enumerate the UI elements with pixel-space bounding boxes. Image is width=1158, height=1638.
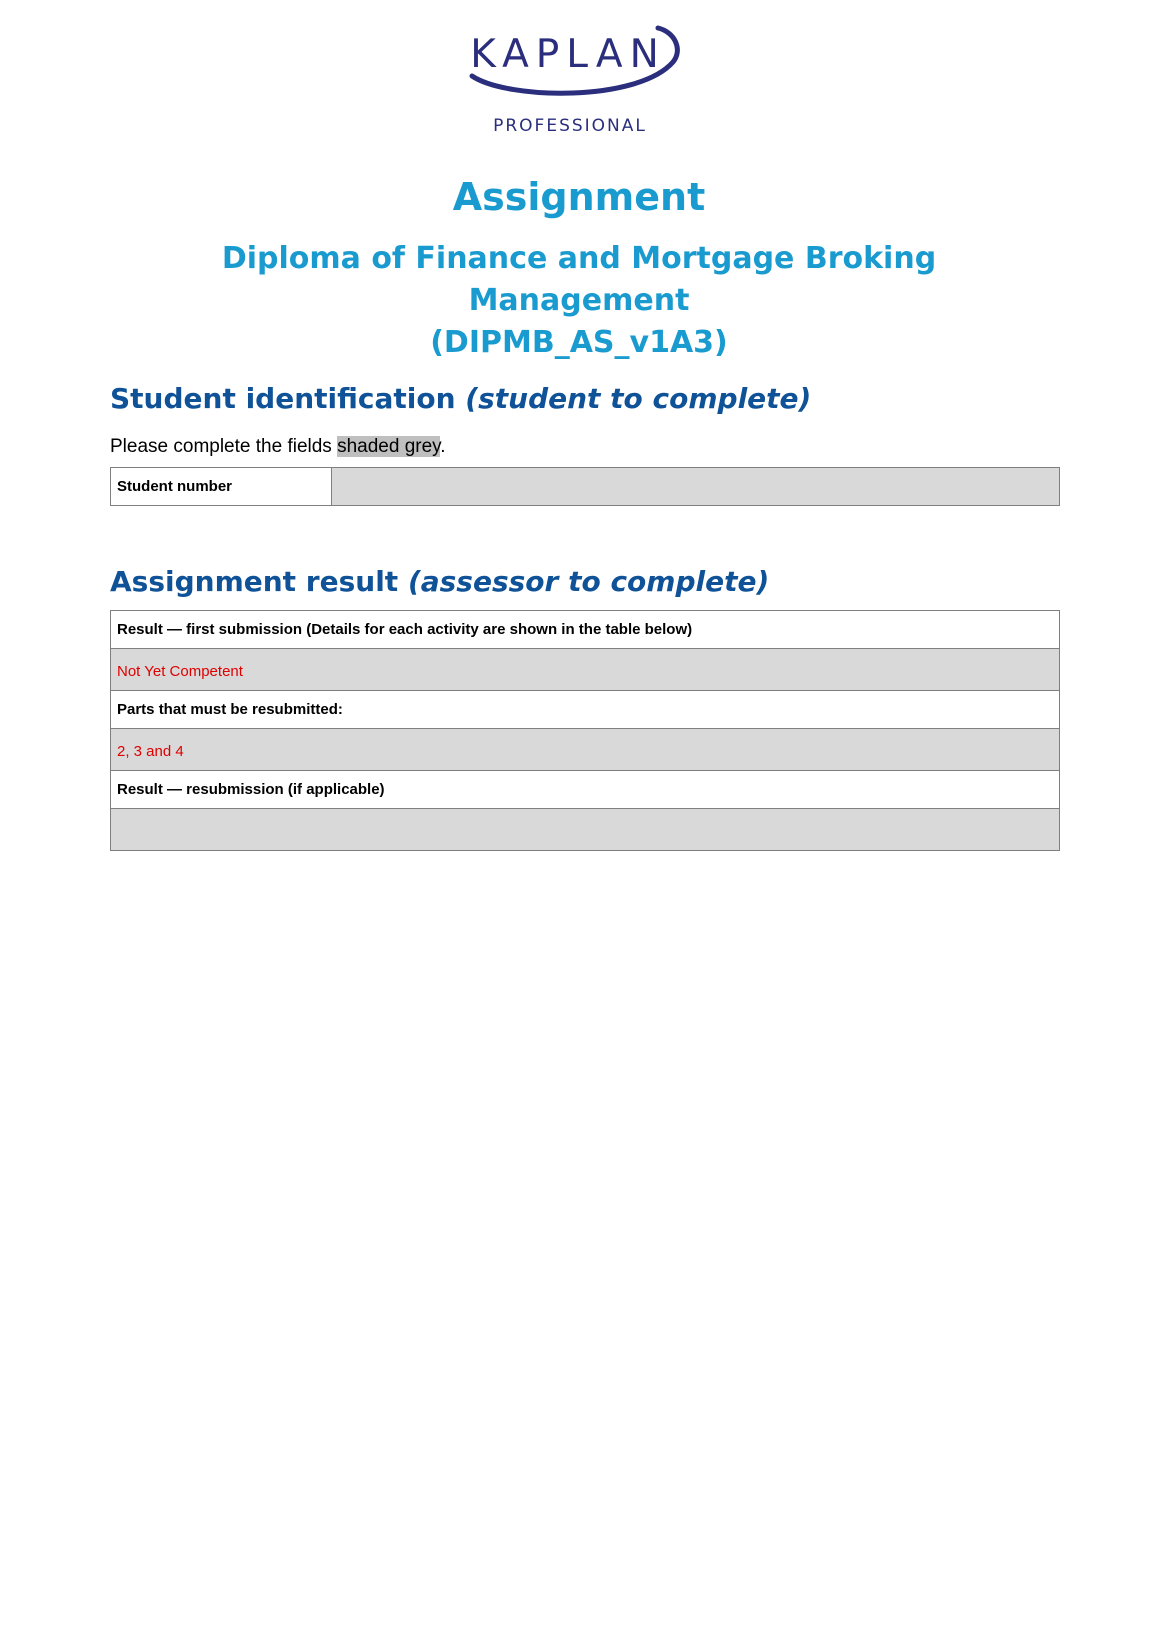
subtitle-line-1: Diploma of Finance and Mortgage Broking Management	[221, 241, 937, 318]
instruction-suffix: .	[440, 436, 446, 457]
document-subtitle	[110, 238, 1048, 364]
subtitle-line-2: (DIPMB_AS_v1A3)	[430, 325, 728, 360]
resubmit-parts-field[interactable]: 2, 3 and 4	[111, 729, 1060, 771]
document-title: Assignment	[452, 175, 706, 219]
instruction-shaded-sample: shaded grey	[337, 436, 441, 457]
student-identification-heading-text: Student identification	[110, 382, 456, 415]
student-number-label: Student number	[111, 468, 332, 506]
logo-wordmark: KAPLAN	[470, 32, 666, 77]
table-row	[111, 691, 1060, 729]
student-identification-heading-note: (student to complete)	[465, 382, 812, 415]
assignment-result-heading-note: (assessor to complete)	[407, 565, 770, 598]
instruction-text	[110, 436, 446, 458]
student-identification-heading	[110, 382, 811, 415]
kaplan-logo	[468, 22, 698, 142]
table-row	[111, 649, 1060, 691]
instruction-prefix: Please complete the fields	[110, 436, 338, 457]
student-number-row	[111, 468, 1060, 506]
table-row	[111, 771, 1060, 809]
resubmit-parts-label: Parts that must be resubmitted:	[111, 691, 1060, 729]
first-submission-result-field[interactable]: Not Yet Competent	[111, 649, 1060, 691]
table-row	[111, 611, 1060, 649]
student-identification-table	[110, 467, 1060, 506]
first-submission-label: Result — first submission (Details for each activity are shown in the table below)	[111, 611, 1060, 649]
resubmission-result-field[interactable]	[111, 809, 1060, 851]
logo-subtitle: PROFESSIONAL	[493, 116, 647, 136]
table-row	[111, 809, 1060, 851]
assignment-result-table	[110, 610, 1060, 851]
assignment-result-heading-text: Assignment result	[110, 565, 399, 598]
student-number-field[interactable]	[332, 468, 1060, 506]
resubmission-label: Result — resubmission (if applicable)	[111, 771, 1060, 809]
table-row	[111, 729, 1060, 771]
assignment-result-heading	[110, 565, 769, 598]
